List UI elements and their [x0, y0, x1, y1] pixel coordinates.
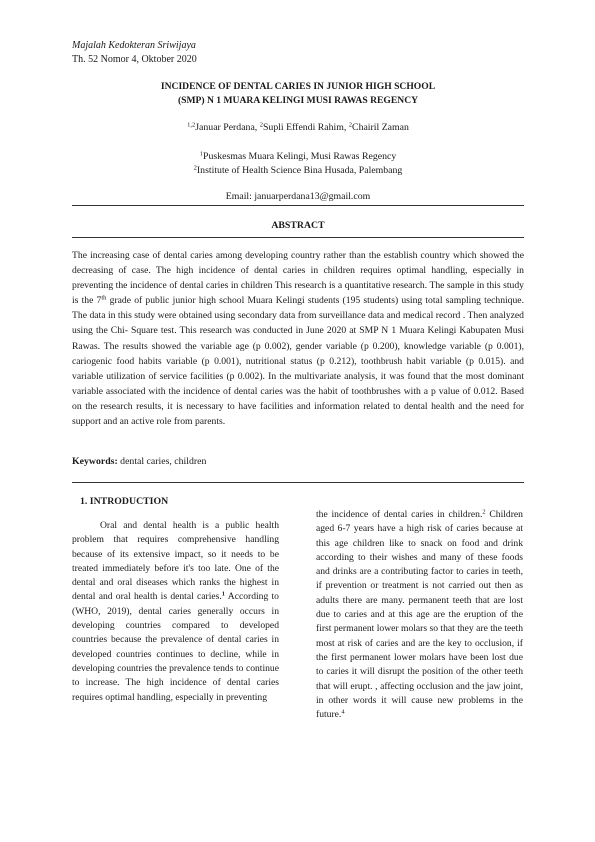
- journal-header: [72, 39, 197, 66]
- author-3-name: Chairil Zaman: [352, 122, 409, 133]
- author-1-affiliation-mark: 1,2: [187, 121, 196, 129]
- intro-paragraph-continued: [316, 508, 523, 722]
- abstract-body: [72, 248, 524, 429]
- abstract-top-rule: [72, 205, 524, 206]
- abstract-heading: ABSTRACT: [271, 220, 325, 231]
- author-list: [72, 122, 524, 133]
- affiliation-list: [72, 150, 524, 177]
- author-2-affiliation-mark: 2: [259, 121, 263, 129]
- citation-1: 1: [221, 590, 226, 598]
- article-title: [72, 80, 524, 107]
- affiliation-2-mark: 2: [193, 164, 197, 171]
- intro-right-text-part-1: the incidence of dental caries in children.: [316, 509, 483, 520]
- affiliation-1-text: Puskesmas Muara Kelingi, Musi Rawas Regency: [203, 151, 397, 162]
- intro-left-column: [72, 496, 279, 705]
- author-2-name: Supli Effendi Rahim,: [262, 122, 349, 133]
- keywords-bottom-rule: [72, 482, 524, 483]
- article-title-line-2: (SMP) N 1 MUARA KELINGI MUSI RAWAS REGENCY: [177, 94, 419, 106]
- keywords-line: [72, 456, 206, 467]
- journal-name: Majalah Kedokteran Sriwijaya: [72, 40, 196, 51]
- affiliation-1-mark: 1: [199, 150, 204, 158]
- keywords-label: Keywords:: [72, 456, 118, 467]
- abstract-text-part-2: grade of public junior high school Muara Kelingi students (195 students) using total sampling technique. The data in this study were obtained using secondary data from surveillance data and medical record . Then analyzed using the Chi- Square test. This research was conducted in June 2020 at SMP N 1 Muara Kelingi Kabupaten Musi Rawas. The results showed the variable age (p 0.002), gender variable (p 0.200), knowledge variable (p 0.001), cariogenic food habits variable (p 0.001), nutritional status (p 0.212), toothbrush habit variable (p 0.015). and variable utilization of service facilities (p 0.002). In the multivariate analysis, it was found that the most dominant variable associated with the incidence of dental caries was the habit of toothbrushes with a p value of 0.012. Based on the research results, it is necessary to have facilities and information related to dental health and the need for support and an active role from parents.: [72, 295, 524, 428]
- abstract-ordinal-sup: th: [101, 294, 107, 302]
- citation-4: 4: [341, 708, 345, 716]
- article-title-line-1: INCIDENCE OF DENTAL CARIES IN JUNIOR HIGH SCHOOL: [160, 81, 436, 92]
- affiliation-2-text: Institute of Health Science Bina Husada, Palembang: [196, 164, 403, 176]
- citation-2: 2: [482, 508, 486, 516]
- intro-left-text-part-1: Oral and dental health is a public health problem that requires comprehensive handling because of its extensive impact, so it needs to be treated immediately before it's too late. One of the dental and oral diseases which ranks the highest in dental and oral health is dental caries.: [72, 520, 279, 603]
- journal-issue: Th. 52 Nomor 4, Oktober 2020: [72, 53, 197, 65]
- section-heading-introduction: 1. INTRODUCTION: [80, 496, 169, 507]
- author-3-affiliation-mark: 2: [348, 121, 353, 129]
- intro-paragraph-1: [72, 519, 279, 705]
- intro-right-text-part-2: Children aged 6-7 years have a high risk of caries because at this age children like to snack on food and drink according to their wishes and many of these foods and drinks are a contributing factor to caries in teeth, if prevention or treatment is not carried out then as adults there are many. permanent teeth that are lost due to caries and at this age are the eruption of the first permanent lower molars so that they are the teeth most at risk of caries and are the key to occlusion, if the first permanent lower molars have been lost due to caries it will disrupt the position of the other teeth that will erupt. , affecting occlusion and the jaw joint, in other words it will cause new problems in the future.: [316, 509, 523, 721]
- affiliation-2: [72, 164, 524, 178]
- intro-right-column: [316, 508, 523, 722]
- affiliation-1: [72, 150, 524, 164]
- author-1-name: Januar Perdana,: [195, 122, 260, 133]
- intro-left-text-part-2: According to (WHO, 2019), dental caries generally occurs in developing countries compared to developed countries because the prevalence of dental caries in developed countries continues to decline, while in developing countries the prevalence tends to continue to increase. The high incidence of dental caries requires optimal handling, especially in preventing: [72, 591, 279, 703]
- contact-email: Email: januarperdana13@gmail.com: [225, 191, 371, 202]
- abstract-heading-rule: [72, 237, 524, 238]
- abstract-text-part-1: The increasing case of dental caries among developing country rather than the establish country which showed the decreasing of case. The high incidence of dental caries in children requires optimal handling, especially in preventing the incidence of dental caries in children This research is a quantitative research. The sample in this study is the 7: [72, 250, 524, 307]
- keywords-text: dental caries, children: [117, 456, 207, 467]
